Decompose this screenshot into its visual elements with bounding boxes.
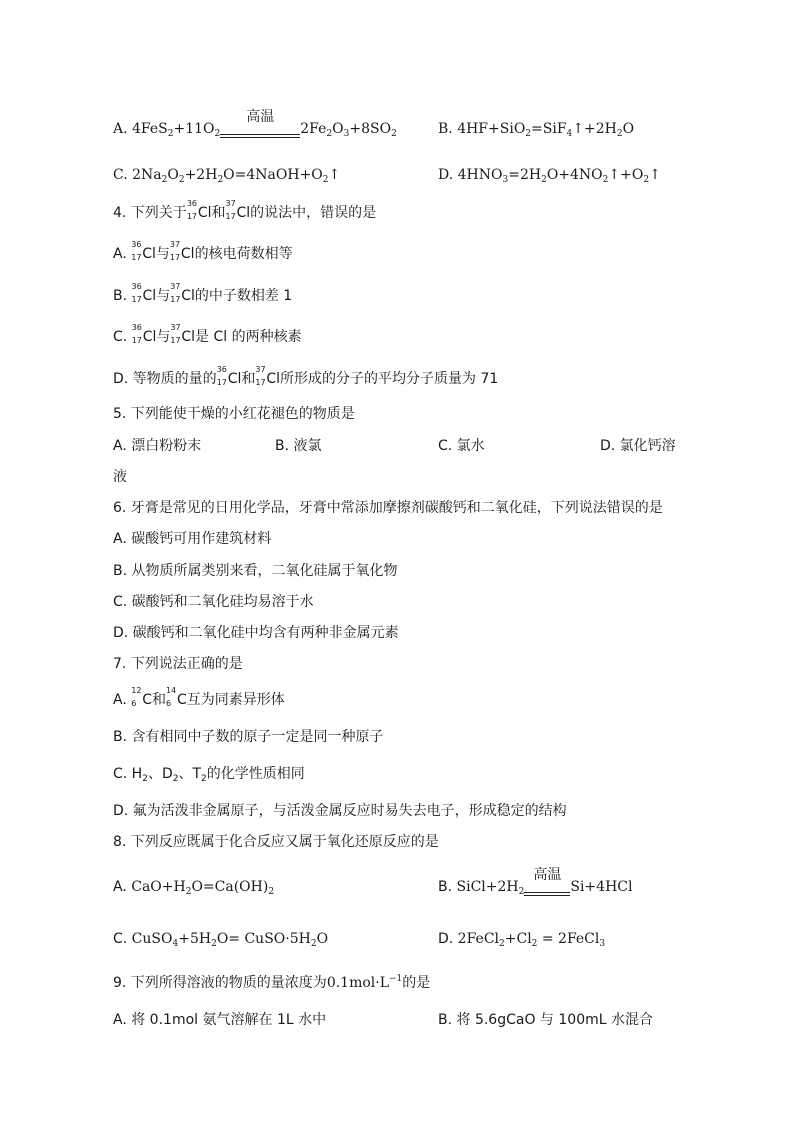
q7-option-c[interactable]: C. $H_2$、$D_2$、$T_2$的化学性质相同 [113, 766, 305, 784]
q6-option-d[interactable]: D. 碳酸钙和二氧化硅中均含有两种非金属元素 [113, 625, 399, 641]
q6-option-b[interactable]: B. 从物质所属类别来看，二氧化硅属于氧化物 [113, 563, 398, 579]
q6-option-c[interactable]: C. 碳酸钙和二氧化硅均易溶于水 [113, 594, 314, 610]
q9-option-b[interactable]: B. 将 5.6gCaO 与 100mL 水混合 [438, 1012, 653, 1028]
q4-option-c[interactable]: C. 36 17 Cl与 37 17 Cl是 Cl 的两种核素 [113, 323, 302, 345]
q8-option-d[interactable]: D. $2FeCl_2+Cl_2$ = 2FeCl$_3$ [438, 931, 606, 949]
q5-stem: 5. 下列能使干燥的小红花褪色的物质是 [113, 406, 355, 422]
q4-stem: 4. 下列关于 36 17 Cl和 37 17 Cl的说法中，错误的是 [113, 199, 377, 221]
q8-option-b[interactable]: B. $SiCl+2H_2$ 高温 Si+4HCl [438, 867, 633, 897]
q9-stem: 9. 下列所得溶液的物质的量浓度为$0.1mol\cdot L^{-1}$的是 [113, 974, 431, 991]
q3-option-b[interactable]: B. $4HF+SiO_2=SiF_4↑+2H_2O$ [438, 121, 635, 139]
reaction-condition: 高温 [524, 884, 570, 896]
q9-option-a[interactable]: A. 将 0.1mol 氨气溶解在 1L 水中 [113, 1012, 327, 1028]
q5-option-c[interactable]: C. 氯水 [438, 438, 485, 454]
q7-option-d[interactable]: D. 氟为活泼非金属原子，与活泼金属反应时易失去电子，形成稳定的结构 [113, 803, 567, 819]
reaction-condition: 高温 [220, 126, 300, 138]
q3-option-c[interactable]: C. $2Na_2O_2+2H_2O=4NaOH+O_2↑$ [113, 167, 341, 185]
q6-stem: 6. 牙膏是常见的日用化学品，牙膏中常添加摩擦剂碳酸钙和二氧化硅，下列说法错误的是 [113, 500, 663, 516]
q8-option-a[interactable]: A. $CaO+H_2O=Ca(OH)_2$ [113, 879, 275, 897]
q7-option-a[interactable]: A. 12 6 C和 14 6 C互为同素异形体 [113, 686, 285, 708]
q7-option-b[interactable]: B. 含有相同中子数的原子一定是同一种原子 [113, 729, 384, 745]
q5-option-d-cont: 液 [113, 469, 127, 485]
q3-option-a[interactable]: A. $4FeS_2+11O_2$ 高温 $2Fe_2O_3+8SO_2$ [113, 109, 397, 139]
q5-option-d[interactable]: D. 氯化钙溶 [600, 438, 676, 454]
q4-option-a[interactable]: A. 36 17 Cl与 37 17 Cl的核电荷数相等 [113, 240, 293, 262]
isotope-cl36: 36 17 Cl [186, 199, 212, 221]
q7-stem: 7. 下列说法正确的是 [113, 656, 243, 672]
q8-option-c[interactable]: C. $CuSO_4+5H_2O=$ $CuSO\cdot 5H_2O$ [113, 931, 329, 949]
q4-option-b[interactable]: B. 36 17 Cl与 37 17 Cl的中子数相差 1 [113, 282, 293, 304]
q3-option-d[interactable]: D. $4HNO_3=2H_2O+4NO_2↑+O_2↑$ [438, 167, 661, 185]
q5-option-a[interactable]: A. 漂白粉粉末 [113, 438, 202, 454]
q4-option-d[interactable]: D. 等物质的量的 36 17 Cl和 37 17 Cl所形成的分子的平均分子质量为 71 [113, 365, 499, 387]
isotope-cl37: 37 17 Cl [225, 199, 251, 221]
q5-option-b[interactable]: B. 液氯 [275, 438, 322, 454]
q8-stem: 8. 下列反应既属于化合反应又属于氧化还原反应的是 [113, 834, 439, 850]
q6-option-a[interactable]: A. 碳酸钙可用作建筑材料 [113, 531, 272, 547]
